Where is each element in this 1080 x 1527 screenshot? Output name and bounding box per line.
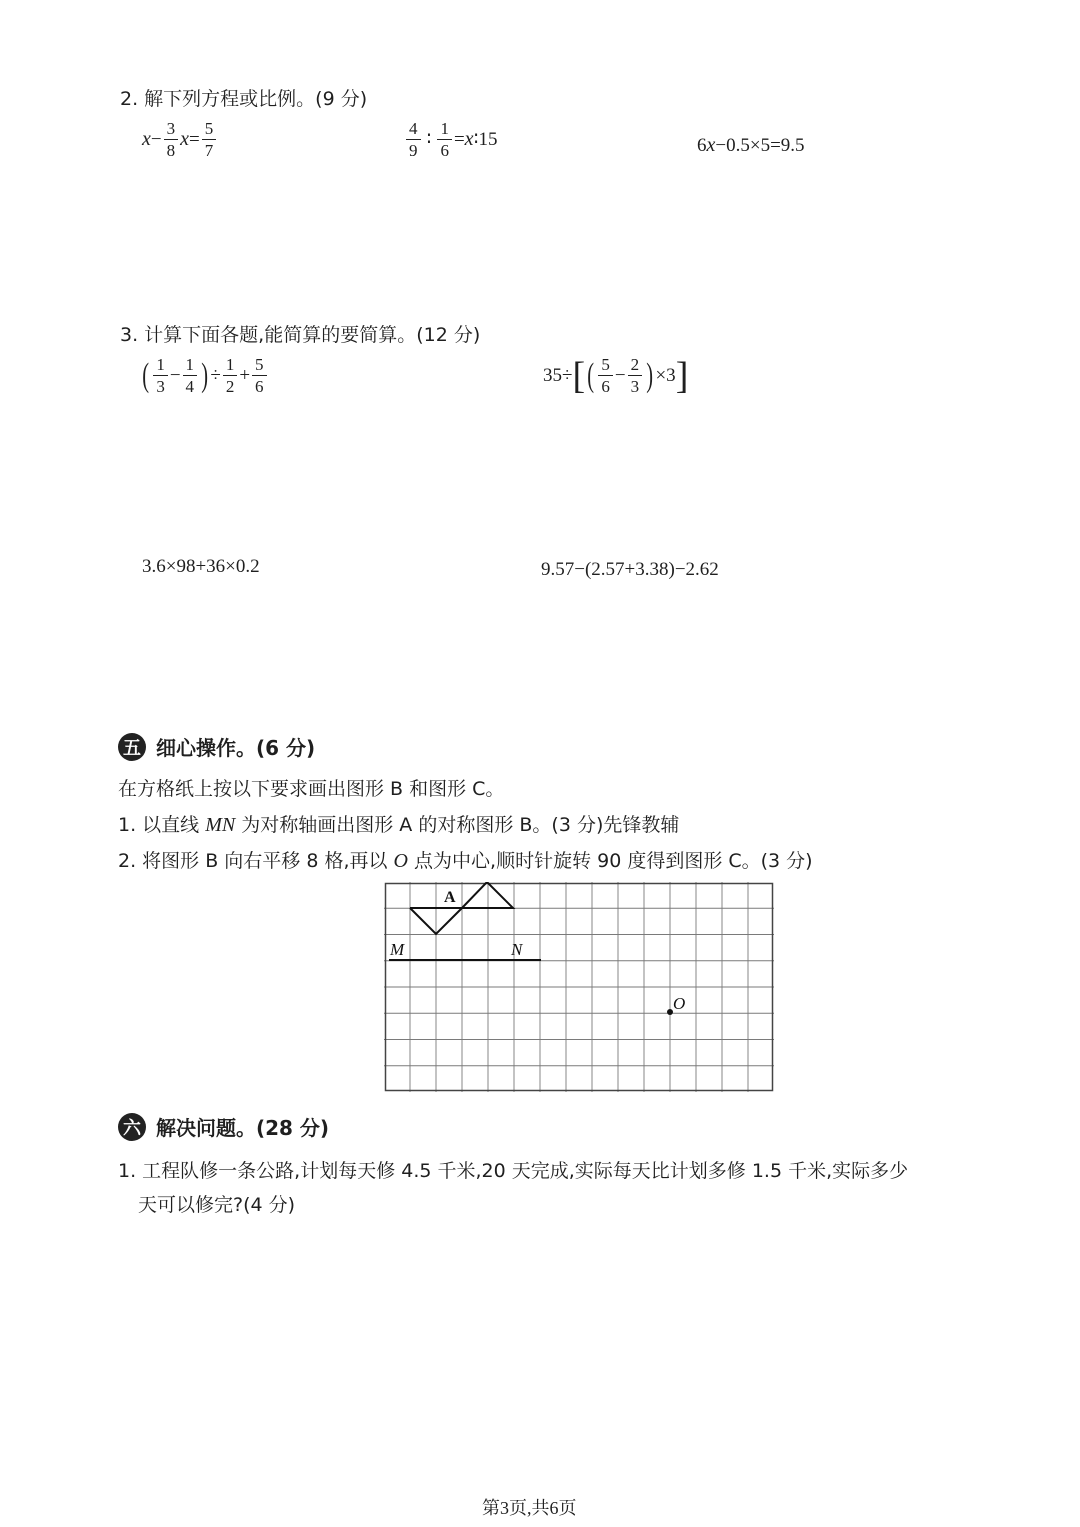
fraction: $\frac{2}{3}$ xyxy=(628,356,643,395)
s6-question-1-line-1: 1. 工程队修一条公路,计划每天修 4.5 千米,20 天完成,实际每天比计划多修 1.5 千米,实际多少 xyxy=(118,1160,909,1182)
page-number: 第3页,共6页 xyxy=(482,1498,577,1518)
equals: = xyxy=(453,128,465,150)
equation-1 xyxy=(142,120,218,159)
var-x: x xyxy=(180,128,189,150)
fraction: $\frac{1}{2}$ xyxy=(223,356,238,395)
fraction: $\frac{4}{9}$ xyxy=(406,120,421,159)
ratio-rest: ∶15 xyxy=(473,129,498,150)
section-title: 细心操作。(6 分) xyxy=(156,736,316,760)
minus: − xyxy=(150,128,162,150)
equation-2 xyxy=(404,120,498,159)
expression-3: 3.6×98+36×0.2 xyxy=(142,556,260,577)
fraction: $\frac{5}{6}$ xyxy=(598,356,613,395)
label-o: O xyxy=(673,994,686,1013)
q3-title: 3. 计算下面各题,能简算的要简算。(12 分) xyxy=(120,324,481,346)
fraction: $\frac{1}{3}$ xyxy=(153,356,168,395)
s5-item-2: 2. 将图形 B 向右平移 8 格,再以 O 点为中心,顺时针旋转 90 度得到图形 C。(3 分) xyxy=(118,850,813,872)
section-number-badge: 五 xyxy=(118,733,146,761)
q2-title: 2. 解下列方程或比例。(9 分) xyxy=(120,88,368,110)
fraction: $\frac{1}{6}$ xyxy=(437,120,452,159)
section-5-header xyxy=(118,732,315,761)
equation-3: 6 x −0.5×5=9.5 xyxy=(697,134,805,156)
var-x: x xyxy=(142,128,151,150)
ratio-colon: ∶ xyxy=(426,129,432,150)
label-a: A xyxy=(444,889,456,906)
s6-question-1-line-2: 天可以修完?(4 分) xyxy=(138,1194,296,1216)
fraction: $\frac{1}{4}$ xyxy=(183,356,198,395)
label-n: N xyxy=(511,940,523,959)
expression-4: 9.57−(2.57+3.38)−2.62 xyxy=(541,559,719,580)
var-x: x xyxy=(464,128,474,150)
equals: = xyxy=(189,128,200,150)
s5-item-1: 1. 以直线 MN 为对称轴画出图形 A 的对称图形 B。(3 分)先锋教辅 xyxy=(118,814,680,836)
var-x: x xyxy=(706,134,716,156)
label-m: M xyxy=(390,940,405,959)
section-5-intro: 在方格纸上按以下要求画出图形 B 和图形 C。 xyxy=(118,778,505,800)
section-title: 解决问题。(28 分) xyxy=(156,1116,330,1140)
grid-lines xyxy=(384,882,774,1092)
section-6-header xyxy=(118,1112,329,1141)
shape-a xyxy=(410,882,513,934)
fraction: $\frac{3}{8}$ xyxy=(164,120,179,159)
section-number-badge: 六 xyxy=(118,1113,146,1141)
expression-1: ( $\frac{1}{3}$ − $\frac{1}{4}$ ) ÷ $\frac{1}{2}$ + $\frac{5}{6}$ xyxy=(140,356,269,395)
grid-paper xyxy=(384,882,776,1094)
fraction: $\frac{5}{6}$ xyxy=(252,356,267,395)
fraction: $\frac{5}{7}$ xyxy=(202,120,217,159)
expression-2: 35÷ [ ( $\frac{5}{6}$ − $\frac{2}{3}$ ) ×3 ] xyxy=(543,354,689,397)
